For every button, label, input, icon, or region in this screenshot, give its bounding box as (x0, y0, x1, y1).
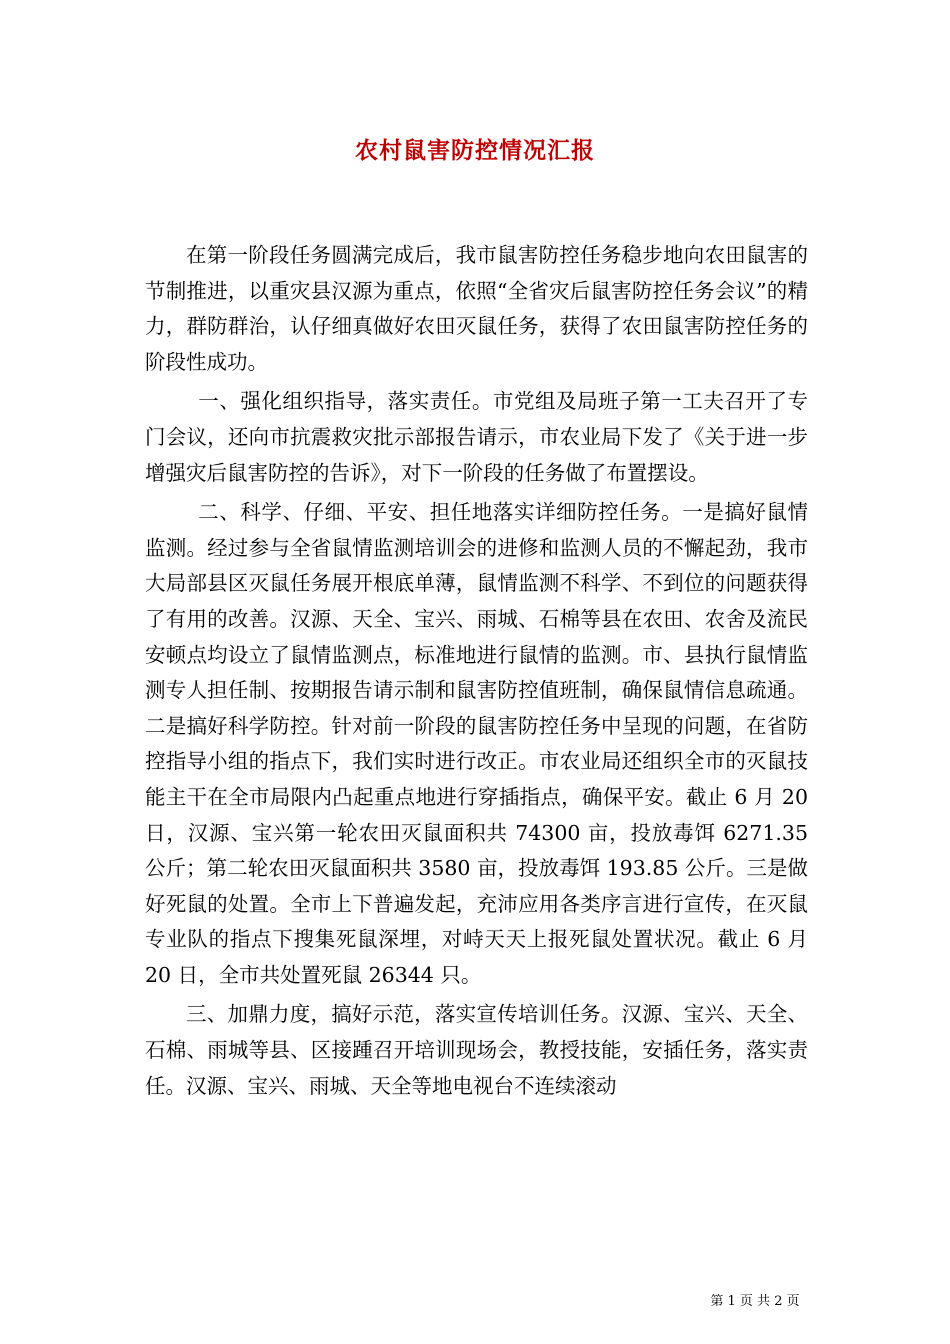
page-title: 农村鼠害防控情况汇报 (355, 137, 595, 164)
paragraph-section-2: 二、科学、仔细、平安、担任地落实详细防控任务。一是搞好鼠情监测。经过参与全省鼠情监测培训会的进修和监测人员的不懈起劲，我市大局部县区灭鼠任务展开根底单薄，鼠情监测不科学、不到位的问题获得了有用的改善。汉源、天全、宝兴、雨城、石棉等县在农田、农舍及流民安顿点均设立了鼠情监测点，标准地进行鼠情的监测。市、县执行鼠情监测专人担任制、按期报告请示制和鼠害防控值班制，确保鼠情信息疏通。二是搞好科学防控。针对前一阶段的鼠害防控任务中呈现的问题，在省防控指导小组的指点下，我们实时进行改正。市农业局还组织全市的灭鼠技能主干在全市局限内凸起重点地进行穿插指点，确保平安。截止 6 月 20 日，汉源、宝兴第一轮农田灭鼠面积共 74300 亩，投放毒饵 6271.35 公斤；第二轮农田灭鼠面积共 3580 亩，投放毒饵 193.85 公斤。三是做好死鼠的处置。全市上下普遍发起，充沛应用各类序言进行宣传，在灭鼠专业队的指点下搜集死鼠深埋，对峙天天上报死鼠处置状况。截止 6 月 20 日，全市共处置死鼠 26344 只。 (145, 500, 808, 987)
paragraph-intro: 在第一阶段任务圆满完成后，我市鼠害防控任务稳步地向农田鼠害的节制推进，以重灾县汉源为重点，依照“全省灾后鼠害防控任务会议”的精力，群防群治，认仔细真做好农田灭鼠任务，获得了农田鼠害防控任务的阶段性成功。 (145, 243, 808, 374)
paragraph-section-3: 三、加鼎力度，搞好示范，落实宣传培训任务。汉源、宝兴、天全、石棉、雨城等县、区接踵召开培训现场会，教授技能，安插任务，落实责任。汉源、宝兴、雨城、天全等地电视台不连续滚动 (145, 1002, 808, 1098)
document-body (145, 238, 808, 1108)
page-number-footer: 第 1 页 共 2 页 (710, 1294, 800, 1309)
paragraph-section-1: 一、强化组织指导，落实责任。市党组及局班子第一工夫召开了专门会议，还向市抗震救灾批示部报告请示，市农业局下发了《关于进一步增强灾后鼠害防控的告诉》，对下一阶段的任务做了布置摆设。 (145, 389, 808, 485)
